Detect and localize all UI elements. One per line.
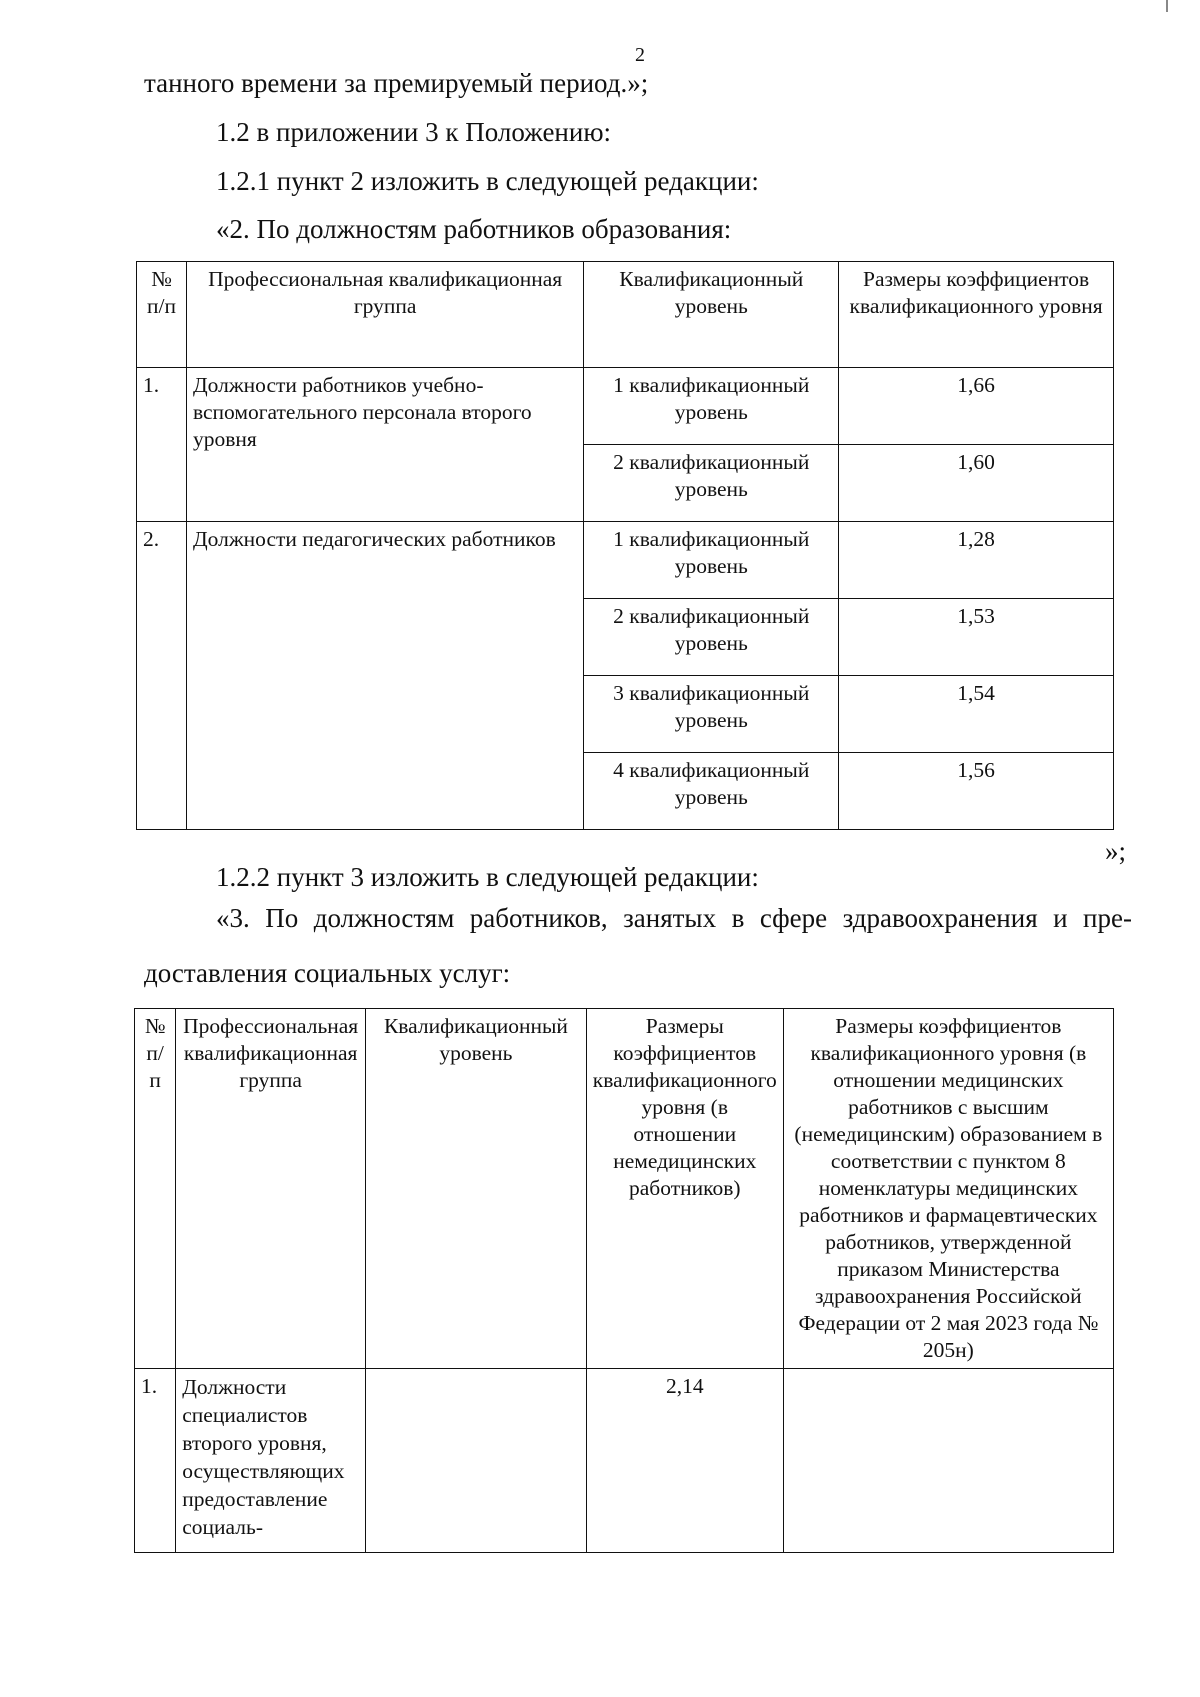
healthcare-coefficients-table [134,1008,1114,1553]
closing-quote: »; [1105,836,1127,866]
header-num: № п/п [137,262,187,368]
row-group: Должности работников учебно-вспомогательного персонала второго уровня [186,368,583,522]
paragraph-1-2-2: 1.2.2 пункт 3 изложить в следующей редакции: [216,862,759,892]
row-group: Должности педагогических работников [186,522,583,830]
paragraph-point-3-line1: «3. По должностям работников, занятых в сфере здравоохранения и пре- [216,903,1132,933]
row-level: 4 квалификационный уровень [584,753,839,830]
row-level: 3 квалификационный уровень [584,676,839,753]
row-level [366,1369,587,1553]
row-coef: 1,28 [839,522,1114,599]
header-level: Квалификационный уровень [366,1009,587,1369]
education-coefficients-table [136,261,1114,830]
row-coef: 1,56 [839,753,1114,830]
row-coef: 1,66 [839,368,1114,445]
row-level: 2 квалификационный уровень [584,445,839,522]
row-num: 2. [137,522,187,830]
table-row [137,368,1114,445]
header-coef-medical: Размеры коэффициентов квалификационного уровня (в отношении медицинских работников с высшим (немедицинским) образованием в соответствии с пунктом 8 номенклатуры медицинских работников и фармацевтических работников, утвержденной приказом Министерства здравоохранения Российской Федерации от 2 мая 2023 года № 205н) [783,1009,1113,1369]
paragraph-point-2: «2. По должностям работников образования: [216,214,732,244]
page-number: 2 [635,44,645,66]
header-level: Квалификационный уровень [584,262,839,368]
header-coef: Размеры коэффициентов квалификационного уровня [839,262,1114,368]
row-level: 1 квалификационный уровень [584,368,839,445]
paragraph-1-2: 1.2 в приложении 3 к Положению: [216,117,611,147]
row-coef-medical [783,1369,1113,1553]
row-group: Должности специалистов второго уровня, осуществляющих предоставление социаль- [176,1369,366,1553]
paragraph-continuation: танного времени за премируемый период.»; [144,68,649,98]
row-level: 1 квалификационный уровень [584,522,839,599]
row-coef: 1,60 [839,445,1114,522]
header-group: Профессиональная квалификационная группа [186,262,583,368]
paragraph-point-3-line2: доставления социальных услуг: [144,958,511,988]
scan-mark [1166,0,1168,12]
row-level: 2 квалификационный уровень [584,599,839,676]
header-coef-nonmedical: Размеры коэффициентов квалификационного уровня (в отношении немедицинских работников) [586,1009,783,1369]
row-coef: 1,53 [839,599,1114,676]
row-coef: 1,54 [839,676,1114,753]
paragraph-1-2-1: 1.2.1 пункт 2 изложить в следующей редакции: [216,166,759,196]
table-row [137,522,1114,599]
header-num: № п/п [135,1009,176,1369]
row-coef-nonmedical: 2,14 [586,1369,783,1553]
row-num: 1. [135,1369,176,1553]
row-num: 1. [137,368,187,522]
table-row [135,1369,1114,1553]
header-group: Профессиональная квалификационная группа [176,1009,366,1369]
